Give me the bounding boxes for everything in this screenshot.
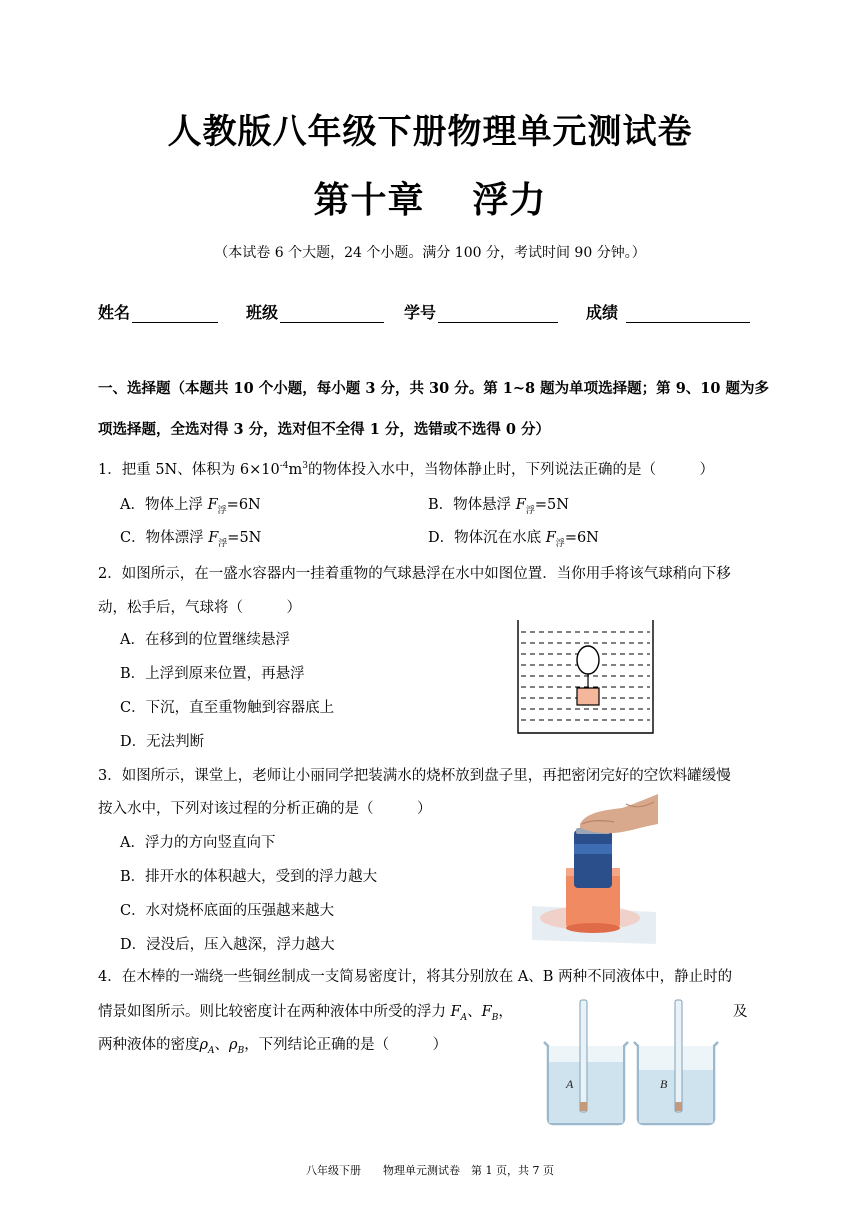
balloon-shape xyxy=(577,646,599,674)
section1-heading-line1: 一、选择题（本题共 10 个小题，每小题 3 分，共 30 分。第 1~8 题为单项选择题；第 9、10 题为多 xyxy=(98,380,770,397)
q2-option-b[interactable]: B．上浮到原来位置，再悬浮 xyxy=(120,666,305,682)
q1-option-c[interactable]: C．物体漂浮 $F_浮=5N$ xyxy=(120,530,262,549)
q3-option-b[interactable]: B．排开水的体积越大，受到的浮力越大 xyxy=(120,869,378,885)
number-label: 学号 xyxy=(404,303,437,322)
section1-heading-line2: 项选择题，全选对得 3 分，选对但不全得 1 分，选错或不选得 0 分） xyxy=(98,421,551,438)
beaker-a-label: A xyxy=(566,1077,574,1091)
name-label: 姓名 xyxy=(98,303,131,322)
q2-option-c[interactable]: C．下沉，直至重物触到容器底上 xyxy=(120,700,335,716)
q2-stem-line2: 动，松手后，气球将（ ） xyxy=(98,600,301,616)
q4-stem-line2: 情景如图所示。则比较密度计在两种液体中所受的浮力 $F_A$、$F_B$， xyxy=(98,1004,513,1023)
q3-stem-line2: 按入水中，下列对该过程的分析正确的是（ ） xyxy=(98,801,432,817)
page-title: 人教版八年级下册物理单元测试卷 xyxy=(167,112,693,152)
beaker-b-label: B xyxy=(660,1077,668,1091)
class-label: 班级 xyxy=(246,303,279,322)
q3-option-a[interactable]: A．浮力的方向竖直向下 xyxy=(120,835,276,851)
beaker-a xyxy=(544,1000,628,1124)
weight-shape xyxy=(577,688,599,705)
hydrometer-beakers-figure xyxy=(538,996,724,1128)
balloon-container-figure xyxy=(514,618,658,736)
q1-option-a[interactable]: A．物体上浮 $F_浮=6N$ xyxy=(120,497,261,516)
q3-option-d[interactable]: D．浸没后，压入越深，浮力越大 xyxy=(120,937,335,953)
q4-stem-line3: 两种液体的密度$\rho_A$、$\rho_B$，下列结论正确的是（ ） xyxy=(98,1037,448,1056)
chapter-name: 浮力 xyxy=(472,179,547,221)
beaker-b xyxy=(634,1000,718,1124)
q1-option-b[interactable]: B．物体悬浮 $F_浮=5N$ xyxy=(428,497,569,516)
name-field[interactable] xyxy=(98,300,218,323)
chapter-title xyxy=(0,172,860,223)
score-field[interactable] xyxy=(586,300,750,323)
q1-option-d[interactable]: D．物体沉在水底 $F_浮=6N$ xyxy=(428,530,599,549)
score-label: 成绩 xyxy=(586,303,619,322)
q2-stem-line1: 2．如图所示，在一盛水容器内一挂着重物的气球悬浮在水中如图位置．当你用手将该气球稍向下移 xyxy=(98,566,731,582)
number-field[interactable] xyxy=(404,300,558,323)
page-footer: 八年级下册 物理单元测试卷 第 1 页，共 7 页 xyxy=(306,1164,554,1177)
chapter-number: 第十章 xyxy=(313,179,425,221)
q3-stem-line1: 3．如图所示，课堂上，老师让小丽同学把装满水的烧杯放到盘子里，再把密闭完好的空饮料罐缓慢 xyxy=(98,768,731,784)
q3-option-c[interactable]: C．水对烧杯底面的压强越来越大 xyxy=(120,903,335,919)
q1-stem: 1．把重 5N、体积为 $6\times 10^{-4}m^3$的物体投入水中，当物体静止时，下列说法正确的是（ ） xyxy=(98,461,714,478)
q4-stem-line2-end: 及 xyxy=(733,1004,748,1020)
can-in-beaker-photo xyxy=(530,794,658,946)
q4-stem-line1: 4．在木棒的一端绕一些铜丝制成一支简易密度计，将其分别放在 A、B 两种不同液体中，静止时的 xyxy=(98,969,733,985)
q2-option-a[interactable]: A．在移到的位置继续悬浮 xyxy=(120,632,290,648)
class-field[interactable] xyxy=(246,300,384,323)
exam-note: （本试卷 6 个大题，24 个小题。满分 100 分，考试时间 90 分钟。） xyxy=(214,245,646,261)
q2-option-d[interactable]: D．无法判断 xyxy=(120,734,205,750)
